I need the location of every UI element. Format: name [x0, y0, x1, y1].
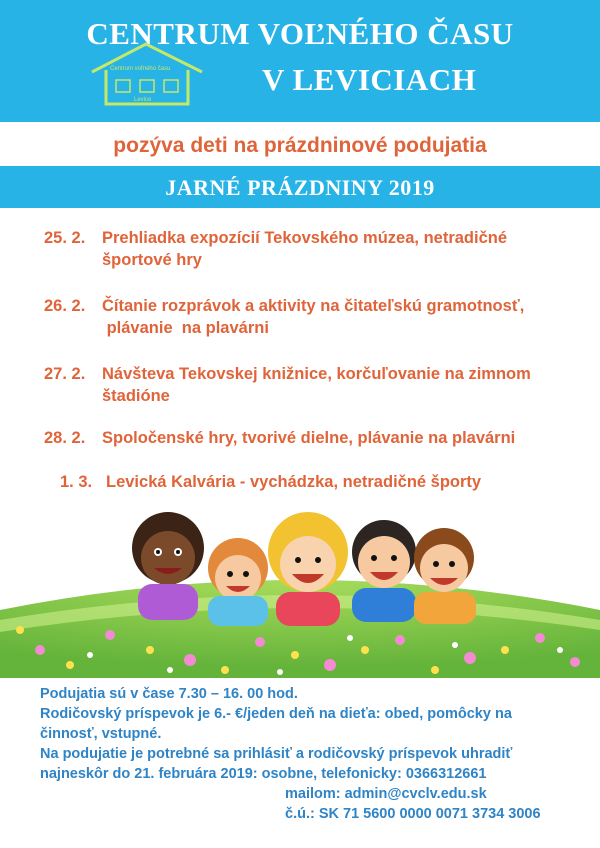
event-date: 26. 2. — [44, 297, 86, 315]
event-text-line1: Spoločenské hry, tvorivé dielne, plávanie na plavárni — [102, 429, 516, 447]
event-text-line1: Čítanie rozprávok a aktivity na čitateľskú gramotnosť, — [102, 297, 525, 315]
child-3 — [268, 512, 348, 626]
event-date: 27. 2. — [44, 365, 86, 383]
footer-info — [40, 684, 541, 824]
footer-line: Podujatia sú v čase 7.30 – 16. 00 hod. — [40, 686, 298, 702]
child-5 — [414, 528, 476, 624]
event-text-line1: Návšteva Tekovskej knižnice, korčuľovanie na zimnom — [102, 365, 531, 383]
invitation-text: pozýva deti na prázdninové podujatia — [113, 134, 487, 157]
footer-account: č.ú.: SK 71 5600 0000 0071 3734 3006 — [285, 806, 541, 822]
event-text-line2: štadióne — [102, 387, 170, 405]
children-meadow-illustration — [0, 500, 600, 678]
footer-email: mailom: admin@cvclv.edu.sk — [285, 786, 487, 802]
footer-line: Rodičovský príspevok je 6.- €/jeden deň na dieťa: obed, pomôcky na — [40, 706, 512, 722]
child-4 — [352, 520, 416, 622]
event-text-line2: plávanie na plavárni — [102, 319, 269, 337]
house-logo-icon — [86, 40, 208, 110]
child-1 — [132, 512, 204, 620]
event-date: 28. 2. — [44, 429, 86, 447]
footer-line: činnosť, vstupné. — [40, 726, 162, 742]
event-text-line1: Prehliadka expozícií Tekovského múzea, netradičné — [102, 229, 508, 247]
title-line-2: V LEVICIACH — [262, 62, 477, 97]
logo-text-top: Centrum voľného času — [110, 66, 171, 72]
footer-line: Na podujatie je potrebné sa prihlásiť a rodičovský príspevok uhradiť — [40, 746, 513, 762]
season-banner — [0, 166, 600, 208]
season-banner-text: JARNÉ PRÁZDNINY 2019 — [165, 175, 435, 200]
footer-line: najneskôr do 21. februára 2019: osobne, telefonicky: 0366312661 — [40, 766, 487, 782]
event-date: 25. 2. — [44, 229, 86, 247]
header-band — [0, 0, 600, 122]
event-text-line2: športové hry — [102, 251, 202, 269]
child-2 — [208, 538, 268, 626]
event-text-line1: Levická Kalvária - vychádzka, netradičné športy — [106, 473, 482, 491]
title-line-1: CENTRUM VOĽNÉHO ČASU — [86, 16, 514, 51]
logo-text-bottom: Levice — [134, 97, 152, 103]
event-date: 1. 3. — [60, 473, 93, 491]
